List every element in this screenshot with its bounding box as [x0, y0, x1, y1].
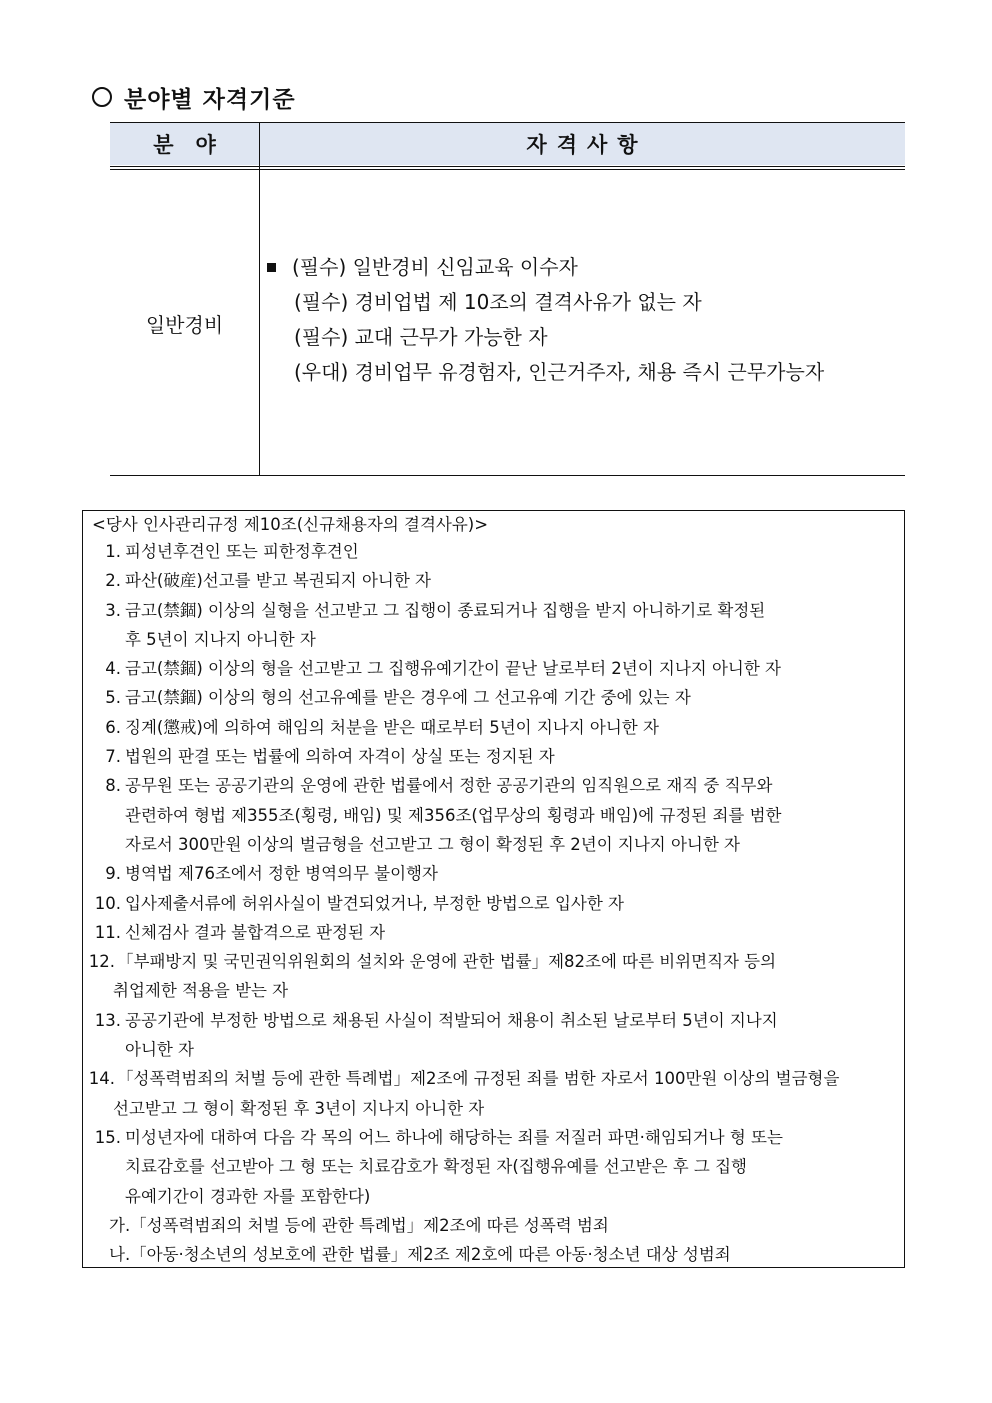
rules-list	[83, 537, 906, 1269]
section-heading	[92, 80, 296, 114]
rule-text-line: 취업제한 적용을 받는 자	[113, 981, 289, 1001]
rule-number: 11.	[94, 922, 121, 942]
disqualification-rules-box	[82, 510, 905, 1268]
rule-number: 7.	[105, 747, 121, 767]
rule-item	[83, 596, 906, 655]
rule-number: 5.	[105, 688, 121, 708]
rule-text-line: 「성폭력범죄의 처벌 등에 관한 특례법」제2조에 규정된 죄를 범한 자로서 100만원 이상의 벌금형을	[117, 1069, 840, 1089]
rule-number: 4.	[105, 659, 121, 679]
rule-number: 12.	[88, 952, 115, 972]
requirement-line: (우대) 경비업무 유경험자, 인근거주자, 채용 즉시 근무가능자	[294, 360, 825, 384]
rule-text-line: 아니한 자	[125, 1040, 195, 1060]
requirement-line: (필수) 교대 근무가 가능한 자	[294, 325, 548, 349]
rule-number: 8.	[105, 776, 121, 796]
rule-sub-item: 가.「성폭력범죄의 처벌 등에 관한 특례법」제2조에 따른 성폭력 범죄	[109, 1215, 609, 1235]
rule-text-line: 징계(懲戒)에 의하여 해임의 처분을 받은 때로부터 5년이 지나지 아니한 자	[125, 717, 659, 737]
rule-item	[83, 859, 906, 888]
rule-item	[83, 713, 906, 742]
row-requirements	[267, 250, 824, 390]
rule-text-line: 「부패방지 및 국민권익위원회의 설치와 운영에 관한 법률」제82조에 따른 비위면직자 등의	[117, 952, 777, 972]
requirement-line: (필수) 경비업법 제 10조의 결격사유가 없는 자	[294, 290, 702, 314]
rule-text-line: 병역법 제76조에서 정한 병역의무 불이행자	[125, 864, 438, 884]
rule-item	[83, 566, 906, 595]
row-field-name: 일반경비	[145, 312, 224, 337]
rule-text-line: 법원의 판결 또는 법률에 의하여 자격이 상실 또는 정지된 자	[125, 747, 555, 767]
rule-text-line: 금고(禁錮) 이상의 형의 선고유예를 받은 경우에 그 선고유예 기간 중에 있는 자	[125, 688, 691, 708]
rule-number: 10.	[94, 893, 121, 913]
rule-number: 1.	[105, 542, 121, 561]
header-field: 분야	[153, 133, 238, 157]
rule-item	[83, 918, 906, 947]
rule-text-line: 피성년후견인 또는 피한정후견인	[125, 542, 359, 561]
rule-number: 6.	[105, 717, 121, 737]
rule-text-line: 관련하여 형법 제355조(횡령, 배임) 및 제356조(업무상의 횡령과 배임)에 규정된 죄를 범한	[125, 805, 782, 825]
rule-text-line: 치료감호를 선고받아 그 형 또는 치료감호가 확정된 자(집행유예를 선고받은 후 그 집행	[125, 1157, 747, 1177]
rule-number: 2.	[105, 571, 121, 591]
rule-text-line: 공공기관에 부정한 방법으로 채용된 사실이 적발되어 채용이 취소된 날로부터 5년이 지나지	[125, 1010, 778, 1030]
column-divider	[259, 122, 260, 476]
rule-text-line: 입사제출서류에 허위사실이 발견되었거나, 부정한 방법으로 입사한 자	[125, 893, 624, 913]
rules-title: <당사 인사관리규정 제10조(신규채용자의 결격사유)>	[92, 515, 489, 534]
rule-item	[83, 1006, 906, 1065]
rule-item	[83, 771, 906, 859]
rule-item	[83, 1064, 906, 1123]
rule-item	[83, 683, 906, 712]
qualification-table	[110, 122, 905, 476]
rule-text-line: 후 5년이 지나지 아니한 자	[125, 629, 316, 649]
rule-text-line: 공무원 또는 공공기관의 운영에 관한 법률에서 정한 공공기관의 임직원으로 재직 중 직무와	[125, 776, 773, 796]
rule-item	[83, 1123, 906, 1211]
rule-number: 13.	[94, 1010, 121, 1030]
rule-item	[83, 889, 906, 918]
rule-item	[83, 654, 906, 683]
header-requirements: 자격사항	[526, 133, 648, 157]
table-header	[110, 122, 905, 165]
rule-text-line: 선고받고 그 형이 확정된 후 3년이 지나지 아니한 자	[113, 1098, 485, 1118]
rule-number: 3.	[105, 600, 121, 620]
rule-text-line: 자로서 300만원 이상의 벌금형을 선고받고 그 형이 확정된 후 2년이 지나지 아니한 자	[125, 834, 740, 854]
rule-text-line: 파산(破産)선고를 받고 복권되지 아니한 자	[125, 571, 431, 591]
rule-item	[83, 947, 906, 1006]
rule-text-line: 미성년자에 대하여 다음 각 목의 어느 하나에 해당하는 죄를 저질러 파면·해임되거나 형 또는	[125, 1127, 783, 1147]
rule-sub-item: 나.「아동·청소년의 성보호에 관한 법률」제2조 제2호에 따른 아동·청소년 대상 성범죄	[109, 1245, 731, 1265]
requirement-line: (필수) 일반경비 신임교육 이수자	[267, 250, 824, 285]
rule-text-line: 유예기간이 경과한 자를 포함한다)	[125, 1186, 371, 1206]
table-bottom-rule	[110, 475, 905, 476]
rule-text-line: 금고(禁錮) 이상의 형을 선고받고 그 집행유예기간이 끝난 날로부터 2년이 지나지 아니한 자	[125, 659, 781, 679]
rule-number: 9.	[105, 864, 121, 884]
square-bullet-icon	[267, 263, 276, 272]
rule-text-line: 금고(禁錮) 이상의 실형을 선고받고 그 집행이 종료되거나 집행을 받지 아니하기로 확정된	[125, 600, 766, 620]
section-title: 분야별 자격기준	[124, 85, 296, 113]
rule-item	[83, 742, 906, 771]
rule-item	[83, 537, 906, 566]
circle-bullet-icon	[92, 87, 112, 107]
rule-text-line: 신체검사 결과 불합격으로 판정된 자	[125, 922, 386, 942]
rule-number: 15.	[94, 1127, 121, 1147]
rule-number: 14.	[88, 1069, 115, 1089]
